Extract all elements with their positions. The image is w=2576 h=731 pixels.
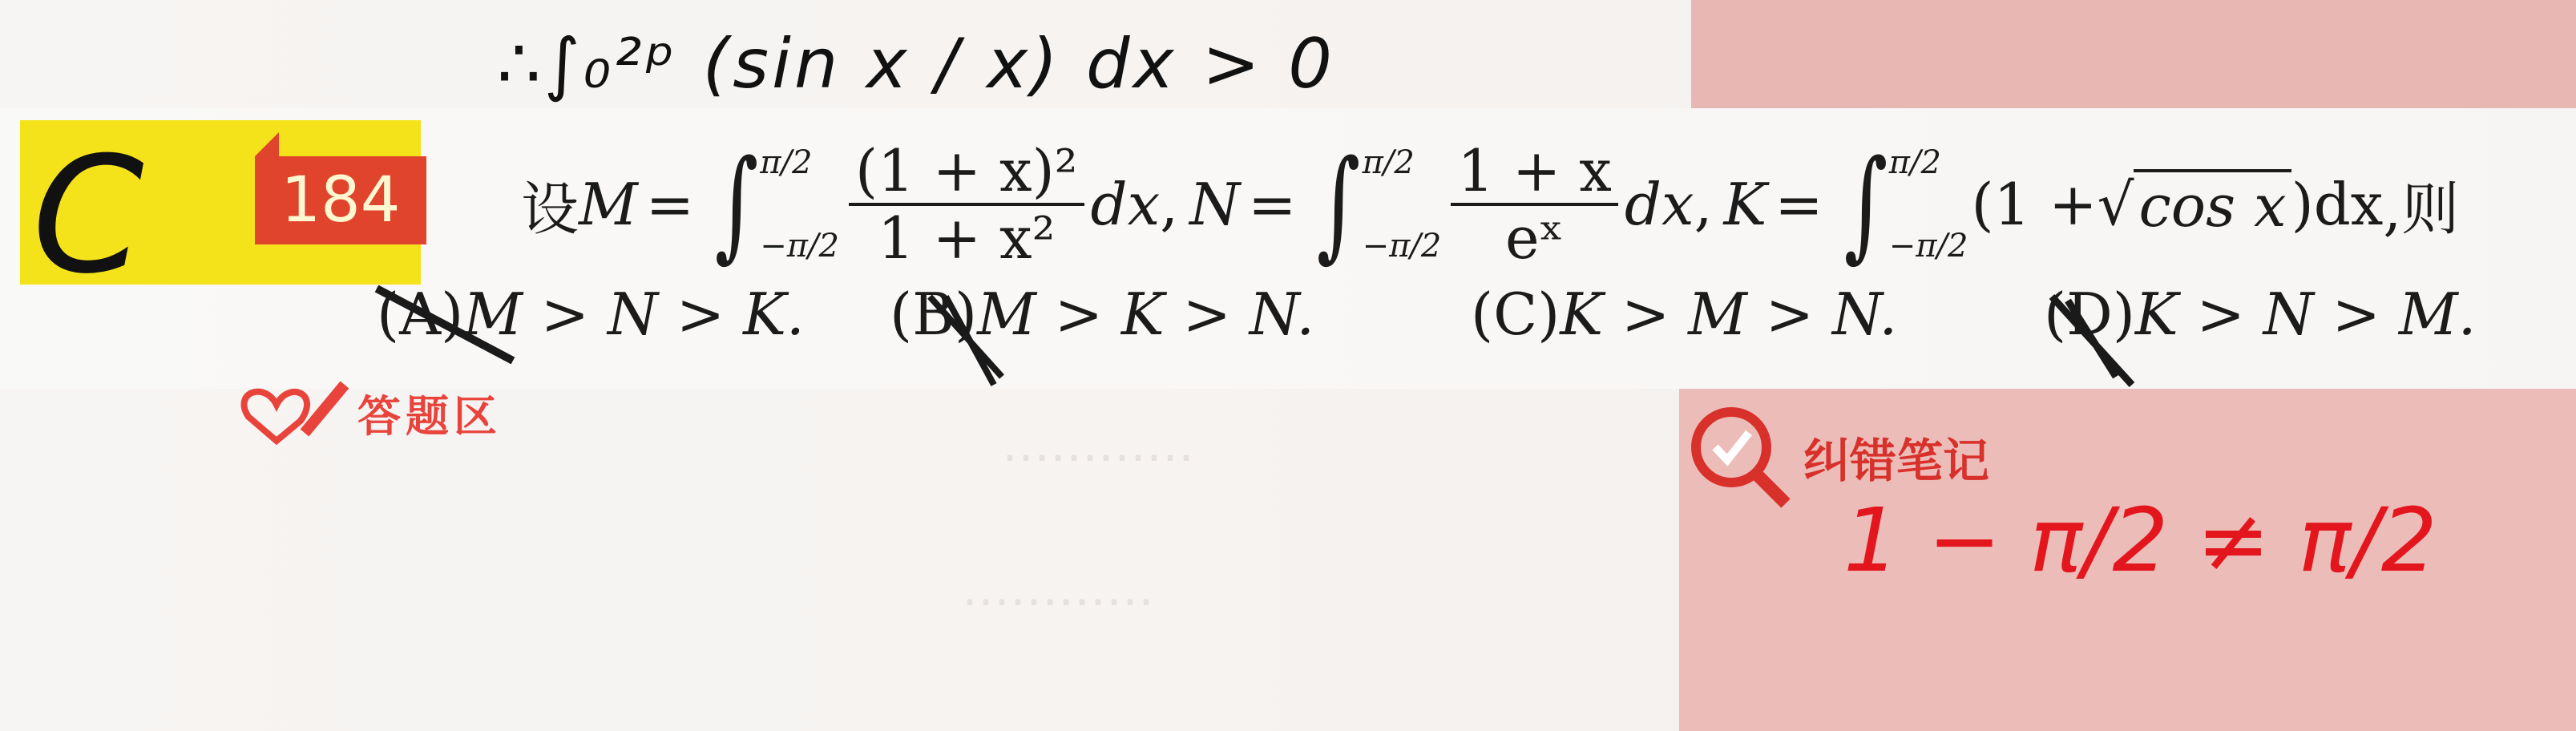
strike-d-icon (2052, 297, 2132, 385)
answer-area (232, 377, 502, 449)
answer-area-label: 答题区 (357, 390, 502, 442)
fraction-numerator: (1 + x)² (849, 139, 1084, 206)
option-c[interactable]: (C)K > M > N. (1471, 281, 1898, 348)
option-a[interactable]: (A)M > N > K. (377, 281, 805, 348)
fraction-denominator: 1 + x² (878, 204, 1056, 272)
integral-limits: π/2 −π/2 (1888, 144, 1968, 265)
var-k: K (1723, 171, 1767, 238)
integral-limits: π/2 −π/2 (760, 144, 839, 265)
option-b[interactable]: (B)M > K > N. (890, 281, 1315, 348)
handwritten-correction: 1 − π/2 ≠ π/2 (1843, 489, 2437, 592)
integral-limits: π/2 −π/2 (1362, 144, 1442, 265)
k-integrand-close: )dx (2291, 171, 2384, 238)
question-number-tag: 184 (255, 156, 426, 244)
handwritten-margin-note: ∴∫₀²ᵖ (sin x / x) dx > 0 (497, 24, 1335, 104)
integral-sign-icon: ∫ (1843, 135, 1888, 274)
bleed-through-text: ………… (962, 561, 1154, 617)
comma: , (1694, 171, 1713, 238)
equals-sign: = (1775, 171, 1823, 238)
question-prefix: 设 (521, 176, 579, 243)
correction-label: 纠错笔记 (1803, 434, 1990, 488)
k-integrand-open: (1 + (1971, 171, 2098, 238)
option-d[interactable]: (D)K > N > M. (2044, 281, 2477, 348)
equals-sign: = (645, 171, 695, 238)
strike-b-icon (930, 297, 1002, 385)
fraction-denominator: eˣ (1505, 204, 1565, 272)
var-m: M (579, 171, 638, 238)
integral-sign-icon: ∫ (1317, 135, 1361, 274)
sqrt-content: cos x (2134, 169, 2291, 240)
equals-sign: = (1248, 171, 1297, 238)
question-suffix: ,则 (2383, 176, 2460, 243)
comma: , (1160, 171, 1179, 238)
fraction-numerator: 1 + x (1451, 139, 1618, 206)
dx: dx (1624, 171, 1694, 238)
integral-sign-icon: ∫ (714, 135, 759, 274)
bleed-through-text: ………… (1002, 417, 1194, 473)
var-n: N (1189, 171, 1241, 238)
magnifier-check-icon (1683, 401, 1795, 513)
strike-a-icon (377, 289, 513, 361)
sqrt-icon: √ (2097, 171, 2134, 238)
dx: dx (1090, 171, 1161, 238)
handwritten-answer: C (32, 123, 144, 309)
heart-pen-icon (232, 377, 353, 449)
